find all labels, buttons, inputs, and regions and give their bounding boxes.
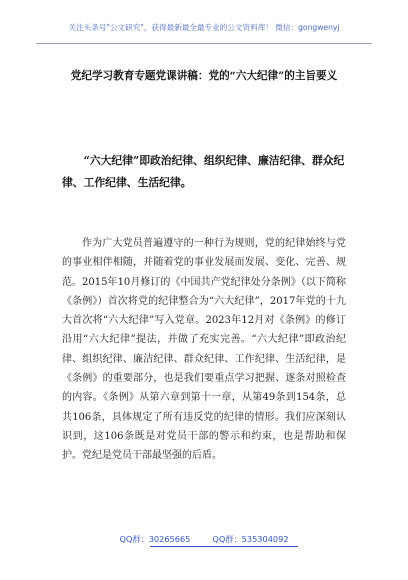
lead-paragraph: “六大纪律”即政治纪律、组织纪律、廉洁纪律、群众纪律、工作纪律、生活纪律。	[62, 154, 345, 189]
header-banner: 关注头条号"公文研究"，获得最新最全最专业的公文资料库！ 微信：gongwenyj	[68, 23, 340, 32]
body-paragraph: 作为广大党员普遍遵守的一种行为规则，党的纪律始终与党的事业相伴相随，并随着党的事业发展而发展、变化、完善、规范。2015年10月修订的《中国共产党纪律处分条例》（以下简称《条例》）首次将党的纪律整合为“六大纪律”，2017年党的十九大首次将“六大纪律”写入党章。2023年12月对《条例》的修订沿用“六大纪律”提法，并做了充实完善。“六大纪律”即政治纪律、组织纪律、廉洁纪律、群众纪律、工作纪律、生活纪律，是《条例》的重要部分，也是我们要重点学习把握、逐条对照检查的内容。《条例》从第六章到第十一章，从第49条到154条，总共106条，具体规定了所有违反党的纪律的情形。我们应深刻认识到，这106条既是对党员干部的警示和约束，也是帮助和保护。党纪是党员干部最坚强的后盾。	[62, 238, 346, 462]
footer-contact	[0, 534, 408, 545]
footer-qq-group-left: QQ群：30265665	[119, 534, 191, 544]
header-divider	[36, 43, 372, 44]
footer-qq-group-right: QQ群：535304092	[212, 534, 289, 544]
document-title: 党纪学习教育专题党课讲稿：党的“六大纪律”的主旨要义	[70, 70, 338, 82]
footer-underline	[150, 546, 298, 547]
